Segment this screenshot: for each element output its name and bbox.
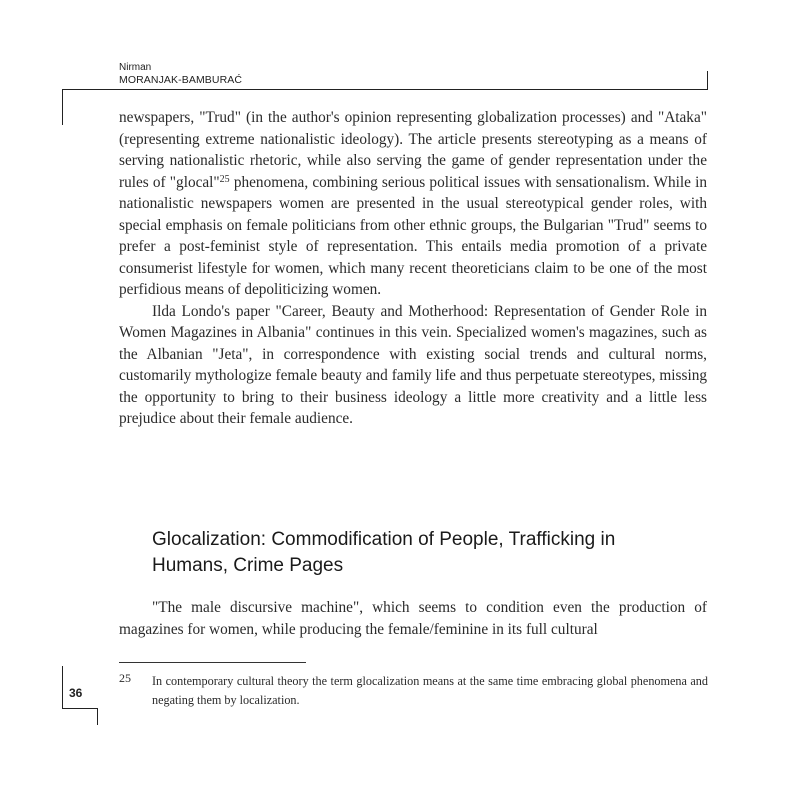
page-number: 36 (69, 686, 83, 700)
body-text (119, 107, 707, 430)
footnote-separator (119, 662, 306, 663)
paragraph-londo: Ilda Londo's paper "Career, Beauty and Motherhood: Representation of Gender Role in Women Magazines in Albania" continues in this vein. Specialized women's magazines, such as the Albanian "Jeta", in correspondence with existing social trends and cultural norms, customarily mythologize female beauty and family life and thus perpetuate stereotypes, missing the opportunity to bring to their business ideology a little more creativity and a little less prejudice about their female audience. (119, 302, 707, 427)
page-number-frame-bottom (62, 708, 98, 709)
running-header-author-first-name: Nirman (119, 62, 152, 73)
running-header-author-last-name: MORANJAK-BAMBURAĆ (119, 74, 243, 86)
page-number-frame-left (62, 666, 63, 708)
footnote-reference: 25 (219, 173, 230, 185)
footnote-text: In contemporary cultural theory the term glocalization means at the same time embracing global phenomena and negating them by localization. (152, 674, 708, 707)
paragraph-trud-ataka: newspapers, "Trud" (in the author's opinion representing globalization processes) and "Ataka" (representing extreme nationalistic ideology). The article presents stereotyping as a means of serving nationalistic rhetoric, while also serving the game of gender representation under the rules of "glocal"$^{25}$ phenomena, combining serious political issues with sensationalism. While in nationalistic newspapers women are presented in the usual stereotypical gender roles, with special emphasis on female politicians from other ethnic groups, the Bulgarian "Trud" seems to prefer a post-feminist style of representation. This entails media promotion of a private consumerist lifestyle for women, which many recent theoreticians claim to be one of the most perfidious means of depoliticizing women. (119, 109, 707, 298)
page-number-frame-right-tick (97, 708, 98, 725)
header-rule (62, 89, 708, 90)
header-rule-left-tick (62, 89, 63, 125)
header-rule-right-tick (707, 71, 708, 90)
paragraph-male-discursive-machine: "The male discursive machine", which seems to condition even the production of magazines for women, while producing the female/feminine in its full cultural (119, 599, 707, 638)
footnote-number: 25 (119, 671, 131, 685)
section-heading: Glocalization: Commodification of People, Trafficking in Humans, Crime Pages (152, 529, 616, 576)
section-paragraph-container (119, 597, 707, 640)
